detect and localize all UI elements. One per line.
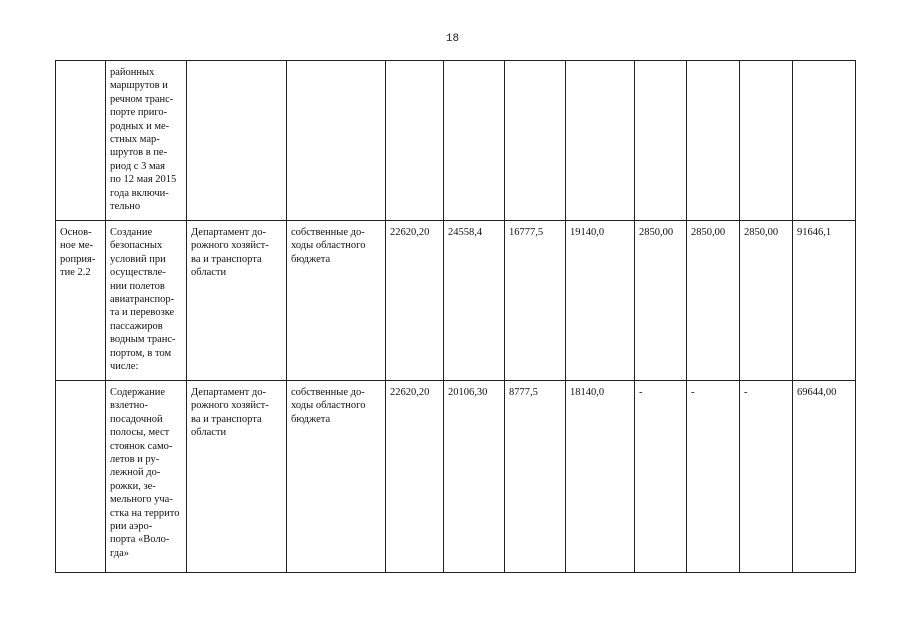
value-cell: 2850,00 [687, 221, 740, 381]
value-cell: 20106,30 [444, 381, 505, 573]
value-cell: 24558,4 [444, 221, 505, 381]
total-cell: 91646,1 [793, 221, 856, 381]
budget-table [55, 60, 856, 573]
value-cell: 8777,5 [505, 381, 566, 573]
value-cell: 22620,20 [386, 381, 444, 573]
funding-source-cell: собственные до- ходы областного бюджета [287, 221, 386, 381]
executor-cell: Департамент до- рожного хозяйст- ва и транспорта области [187, 221, 287, 381]
table-row [56, 221, 856, 381]
value-cell: 2850,00 [740, 221, 793, 381]
value-cell: - [687, 381, 740, 573]
value-cell [740, 61, 793, 221]
executor-cell [187, 61, 287, 221]
value-cell: - [635, 381, 687, 573]
table-row [56, 61, 856, 221]
value-cell: 19140,0 [566, 221, 635, 381]
measure-cell [56, 61, 106, 221]
measure-name-cell: Создание безопасных условий при осуществле- нии полетов авиатранспор- та и перевозке пассажиров водным транс- портом, в том числе: [106, 221, 187, 381]
total-cell: 69644,00 [793, 381, 856, 573]
value-cell: 16777,5 [505, 221, 566, 381]
value-cell [386, 61, 444, 221]
total-cell [793, 61, 856, 221]
measure-name-cell: районных маршрутов и речном транс- порте приго- родных и ме- стных мар- шрутов в пе- риод с 3 мая по 12 мая 2015 года включи- тельно [106, 61, 187, 221]
value-cell: - [740, 381, 793, 573]
funding-source-cell [287, 61, 386, 221]
value-cell [635, 61, 687, 221]
value-cell [566, 61, 635, 221]
measure-cell [56, 381, 106, 573]
table-row [56, 381, 856, 573]
measure-name-cell: Содержание взлетно- посадочной полосы, мест стоянок само- летов и ру- лежной до- рожки, зе- мельного уча- стка на террито рии аэро- порта «Воло- гда» [106, 381, 187, 573]
value-cell: 22620,20 [386, 221, 444, 381]
value-cell: 2850,00 [635, 221, 687, 381]
executor-cell: Департамент до- рожного хозяйст- ва и транспорта области [187, 381, 287, 573]
value-cell [444, 61, 505, 221]
measure-cell: Основ- ное ме- роприя- тие 2.2 [56, 221, 106, 381]
page-number: 18 [445, 33, 460, 45]
funding-source-cell: собственные до- ходы областного бюджета [287, 381, 386, 573]
value-cell [687, 61, 740, 221]
value-cell [505, 61, 566, 221]
value-cell: 18140,0 [566, 381, 635, 573]
